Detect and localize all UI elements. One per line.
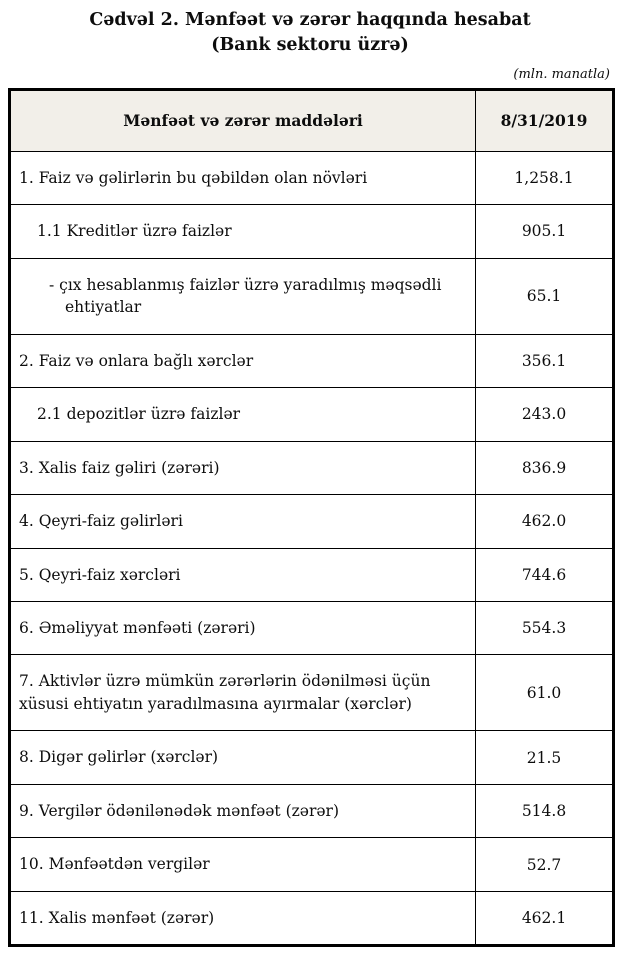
row-label: 1.1 Kreditlər üzrə faizlər [10, 205, 476, 258]
row-label: 8. Digər gəlirlər (xərclər) [10, 731, 476, 784]
row-value: 243.0 [476, 388, 614, 441]
title-line-2: (Bank sektoru üzrə) [211, 35, 409, 56]
row-value: 905.1 [476, 205, 614, 258]
table-row [10, 495, 614, 548]
row-label: 7. Aktivlər üzrə mümkün zərərlərin ödənilməsi üçün xüsusi ehtiyatın yaradılmasına ayırmalar (xərclər) [10, 655, 476, 731]
column-header-items: Mənfəət və zərər maddələri [10, 89, 476, 151]
column-header-date: 8/31/2019 [476, 89, 614, 151]
row-value: 61.0 [476, 655, 614, 731]
table-row [10, 601, 614, 654]
row-value: 744.6 [476, 548, 614, 601]
document-title [8, 8, 612, 59]
row-value: 836.9 [476, 441, 614, 494]
row-value: 65.1 [476, 258, 614, 334]
row-label: 9. Vergilər ödənilənədək mənfəət (zərər) [10, 784, 476, 837]
row-value: 462.0 [476, 495, 614, 548]
row-value: 21.5 [476, 731, 614, 784]
unit-note: (mln. manatla) [513, 66, 610, 82]
table-row [10, 258, 614, 334]
table-row [10, 655, 614, 731]
table-header-row [10, 89, 614, 151]
row-value: 554.3 [476, 601, 614, 654]
table-row [10, 151, 614, 204]
table-body [10, 151, 614, 946]
title-line-1: Cədvəl 2. Mənfəət və zərər haqqında hesabat [89, 10, 531, 30]
table-row [10, 388, 614, 441]
row-value: 514.8 [476, 784, 614, 837]
row-label: 6. Əməliyyat mənfəəti (zərəri) [10, 601, 476, 654]
row-label: 3. Xalis faiz gəliri (zərəri) [10, 441, 476, 494]
table-row [10, 548, 614, 601]
row-value: 356.1 [476, 334, 614, 387]
row-label: - çıx hesablanmış faizlər üzrə yaradılmış məqsədli ehtiyatlar [10, 258, 476, 334]
profit-loss-table [8, 88, 615, 948]
row-label: 5. Qeyri-faiz xərcləri [10, 548, 476, 601]
row-label: 11. Xalis mənfəət (zərər) [10, 891, 476, 945]
table-row [10, 334, 614, 387]
table-row [10, 205, 614, 258]
table-row [10, 784, 614, 837]
row-label: 10. Mənfəətdən vergilər [10, 838, 476, 891]
table-row [10, 441, 614, 494]
row-label: 4. Qeyri-faiz gəlirləri [10, 495, 476, 548]
row-value: 1,258.1 [476, 151, 614, 204]
table-row [10, 838, 614, 891]
row-label: 1. Faiz və gəlirlərin bu qəbildən olan növləri [10, 151, 476, 204]
row-value: 462.1 [476, 891, 614, 945]
table-row [10, 731, 614, 784]
row-label: 2. Faiz və onlara bağlı xərclər [10, 334, 476, 387]
row-value: 52.7 [476, 838, 614, 891]
row-label: 2.1 depozitlər üzrə faizlər [10, 388, 476, 441]
